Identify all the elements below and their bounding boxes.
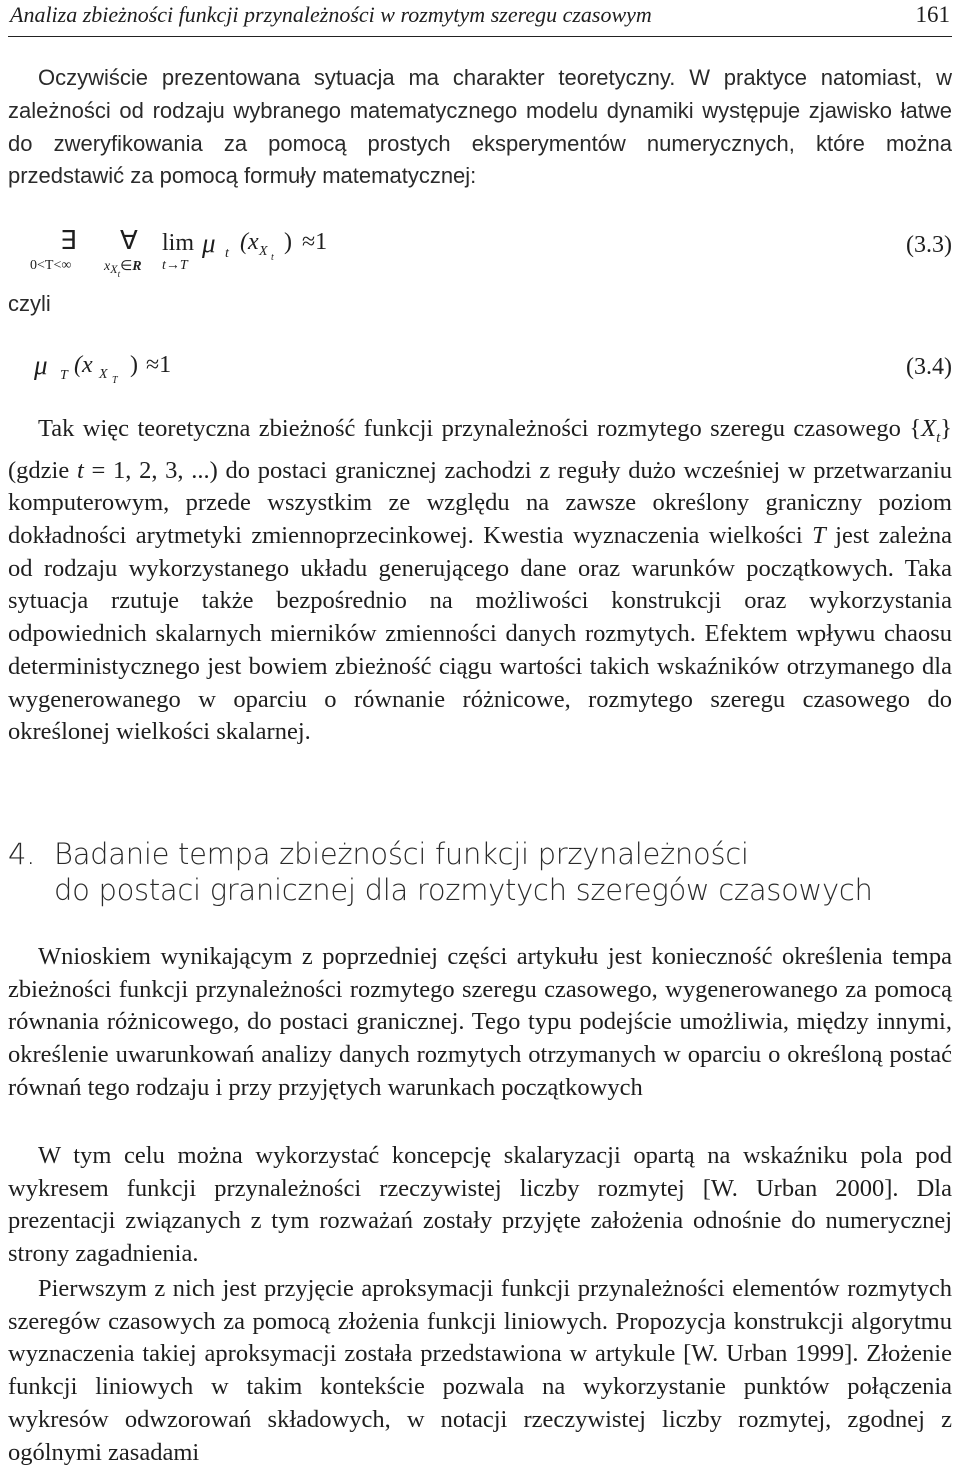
approx-one: ≈1 <box>302 229 328 255</box>
text-c: = 1, 2, 3, ...) do postaci granicznej zachodzi z reguły dużo wcześniej w przetwarzaniu komputerowym, przede wszystkim ze względu na zawsze określony graniczny poziom dokładności arytmetyki zmiennoprzecinkowej. Kwestia wyznaczenia wielkości <box>8 456 953 549</box>
section-title-line1: Badanie tempa zbieżności funkcji przynależności <box>54 837 749 871</box>
paren-open: (x <box>74 352 93 378</box>
forall-sub-R: R <box>132 259 142 274</box>
mu-symbol: μ <box>202 228 216 258</box>
mu-subscript: T <box>60 368 68 383</box>
paragraph-approximation: Pierwszym z nich jest przyjęcie aproksymacji funkcji przynależności elementów rozmytych szeregów czasowych za pomocą złożenia funkcji liniowych. Propozycja konstrukcji algorytmu wyznaczenia takiej aproksymacji została przedstawiona w artykule [W. Urban 1999]. Złożenie funkcji liniowych w takim kontekście pozwala na wykorzystanie punktów połączenia wykresów odwzorowań składowych, w notacji rzeczywistej liczby rozmytej, zgodnej z ogólnymi zasadami <box>8 1275 952 1466</box>
text-b: } (gdzie <box>8 415 952 484</box>
paragraph-intro: Oczywiście prezentowana sytuacja ma charakter teoretyczny. W praktyce natomiast, w zależności od rodzaju wybranego matematycznego modelu dynamiki występuje zjawisko łatwe do zweryfikowania za pomocą prostych eksperymentów numerycznych, które można przedstawić za pomocą formuły matematycznej: <box>8 65 952 189</box>
equation-number: (3.4) <box>906 354 952 380</box>
text-a: Tak więc teoretyczna zbieżność funkcji przynależności rozmytego szeregu czasowego { <box>38 415 922 442</box>
forall-sub-t: t <box>117 269 121 279</box>
czyli-text: czyli <box>8 291 51 316</box>
forall-sub-X: X <box>110 262 118 276</box>
section-number: 4. <box>8 837 36 871</box>
text-d: jest zależna od rodzaju wykorzystanego układu generującego dane oraz warunków początkowych. Taka sytuacja rzutuje także bezpośrednio na możliwości konstrukcji oraz wykorzystania odpowiednich skalarnych mierników zmienności danych rozmytych. Efektem wpływu chaosu deterministycznego jest bowiem zbieżność ciągu wartości takich wskaźników otrzymanego dla wygenerowanego w oparciu o równanie różnicowe, rozmytego szeregu czasowego do określonej wielkości skalarnej. <box>8 522 952 746</box>
paragraph-scalarization: W tym celu można wykorzystać koncepcję skalaryzacji opartą na wskaźniku pola pod wykresem funkcji przynależności rzeczywistej liczby rozmytej [W. Urban 2000]. Dla prezentacji związanych z tym rozważań zostały przyjęte założenia odnośnie do numerycznej strony zagadnienia. <box>8 1142 952 1268</box>
lim-subscript: t→T <box>162 258 188 273</box>
forall-sub-in: ∈ <box>120 259 133 274</box>
x-subscript: X <box>259 244 268 259</box>
var-t: t <box>76 456 84 484</box>
page-header <box>8 0 952 37</box>
paren-close: ) <box>130 352 138 378</box>
forall-sub-x: x <box>104 259 111 274</box>
exists-subscript: 0<T<∞ <box>30 258 72 273</box>
mu-symbol: μ <box>34 350 48 380</box>
x-subscript-t: T <box>112 375 118 386</box>
mu-subscript: t <box>225 246 229 261</box>
var-X: X <box>921 415 937 442</box>
section-heading <box>8 836 952 908</box>
paragraph-convergence <box>8 413 952 749</box>
lim-operator: lim <box>162 230 195 256</box>
forall-symbol: ∀ <box>120 226 138 255</box>
equation-number: (3.3) <box>906 232 952 258</box>
running-head: Analiza zbieżności funkcji przynależności w rozmytym szeregu czasowym <box>10 2 652 27</box>
exists-symbol: ∃ <box>60 226 77 255</box>
page-number: 161 <box>915 2 950 27</box>
approx-one: ≈1 <box>146 352 172 378</box>
paragraph-conclusion: Wnioskiem wynikającym z poprzedniej części artykułu jest konieczność określenia tempa zbieżności funkcji przynależności rozmytego szeregu czasowego, wygenerowanego za pomocą równania różnicowego, do postaci granicznej. Tego typu podejście umożliwia, między innymi, określenie uwarunkowań analizy danych rozmytych otrzymanych w oparciu o określoną postać równań tego rodzaju i przy przyjętych warunkach początkowych <box>8 943 952 1101</box>
var-T: T <box>812 522 826 549</box>
paren-close: ) <box>284 229 292 255</box>
paren-open: (x <box>240 229 259 255</box>
section-title-line2: do postaci granicznej dla rozmytych szeregów czasowych <box>54 873 873 907</box>
x-subscript: X <box>99 367 108 382</box>
x-subscript-t: t <box>271 252 274 263</box>
var-t-sub: t <box>936 429 941 446</box>
